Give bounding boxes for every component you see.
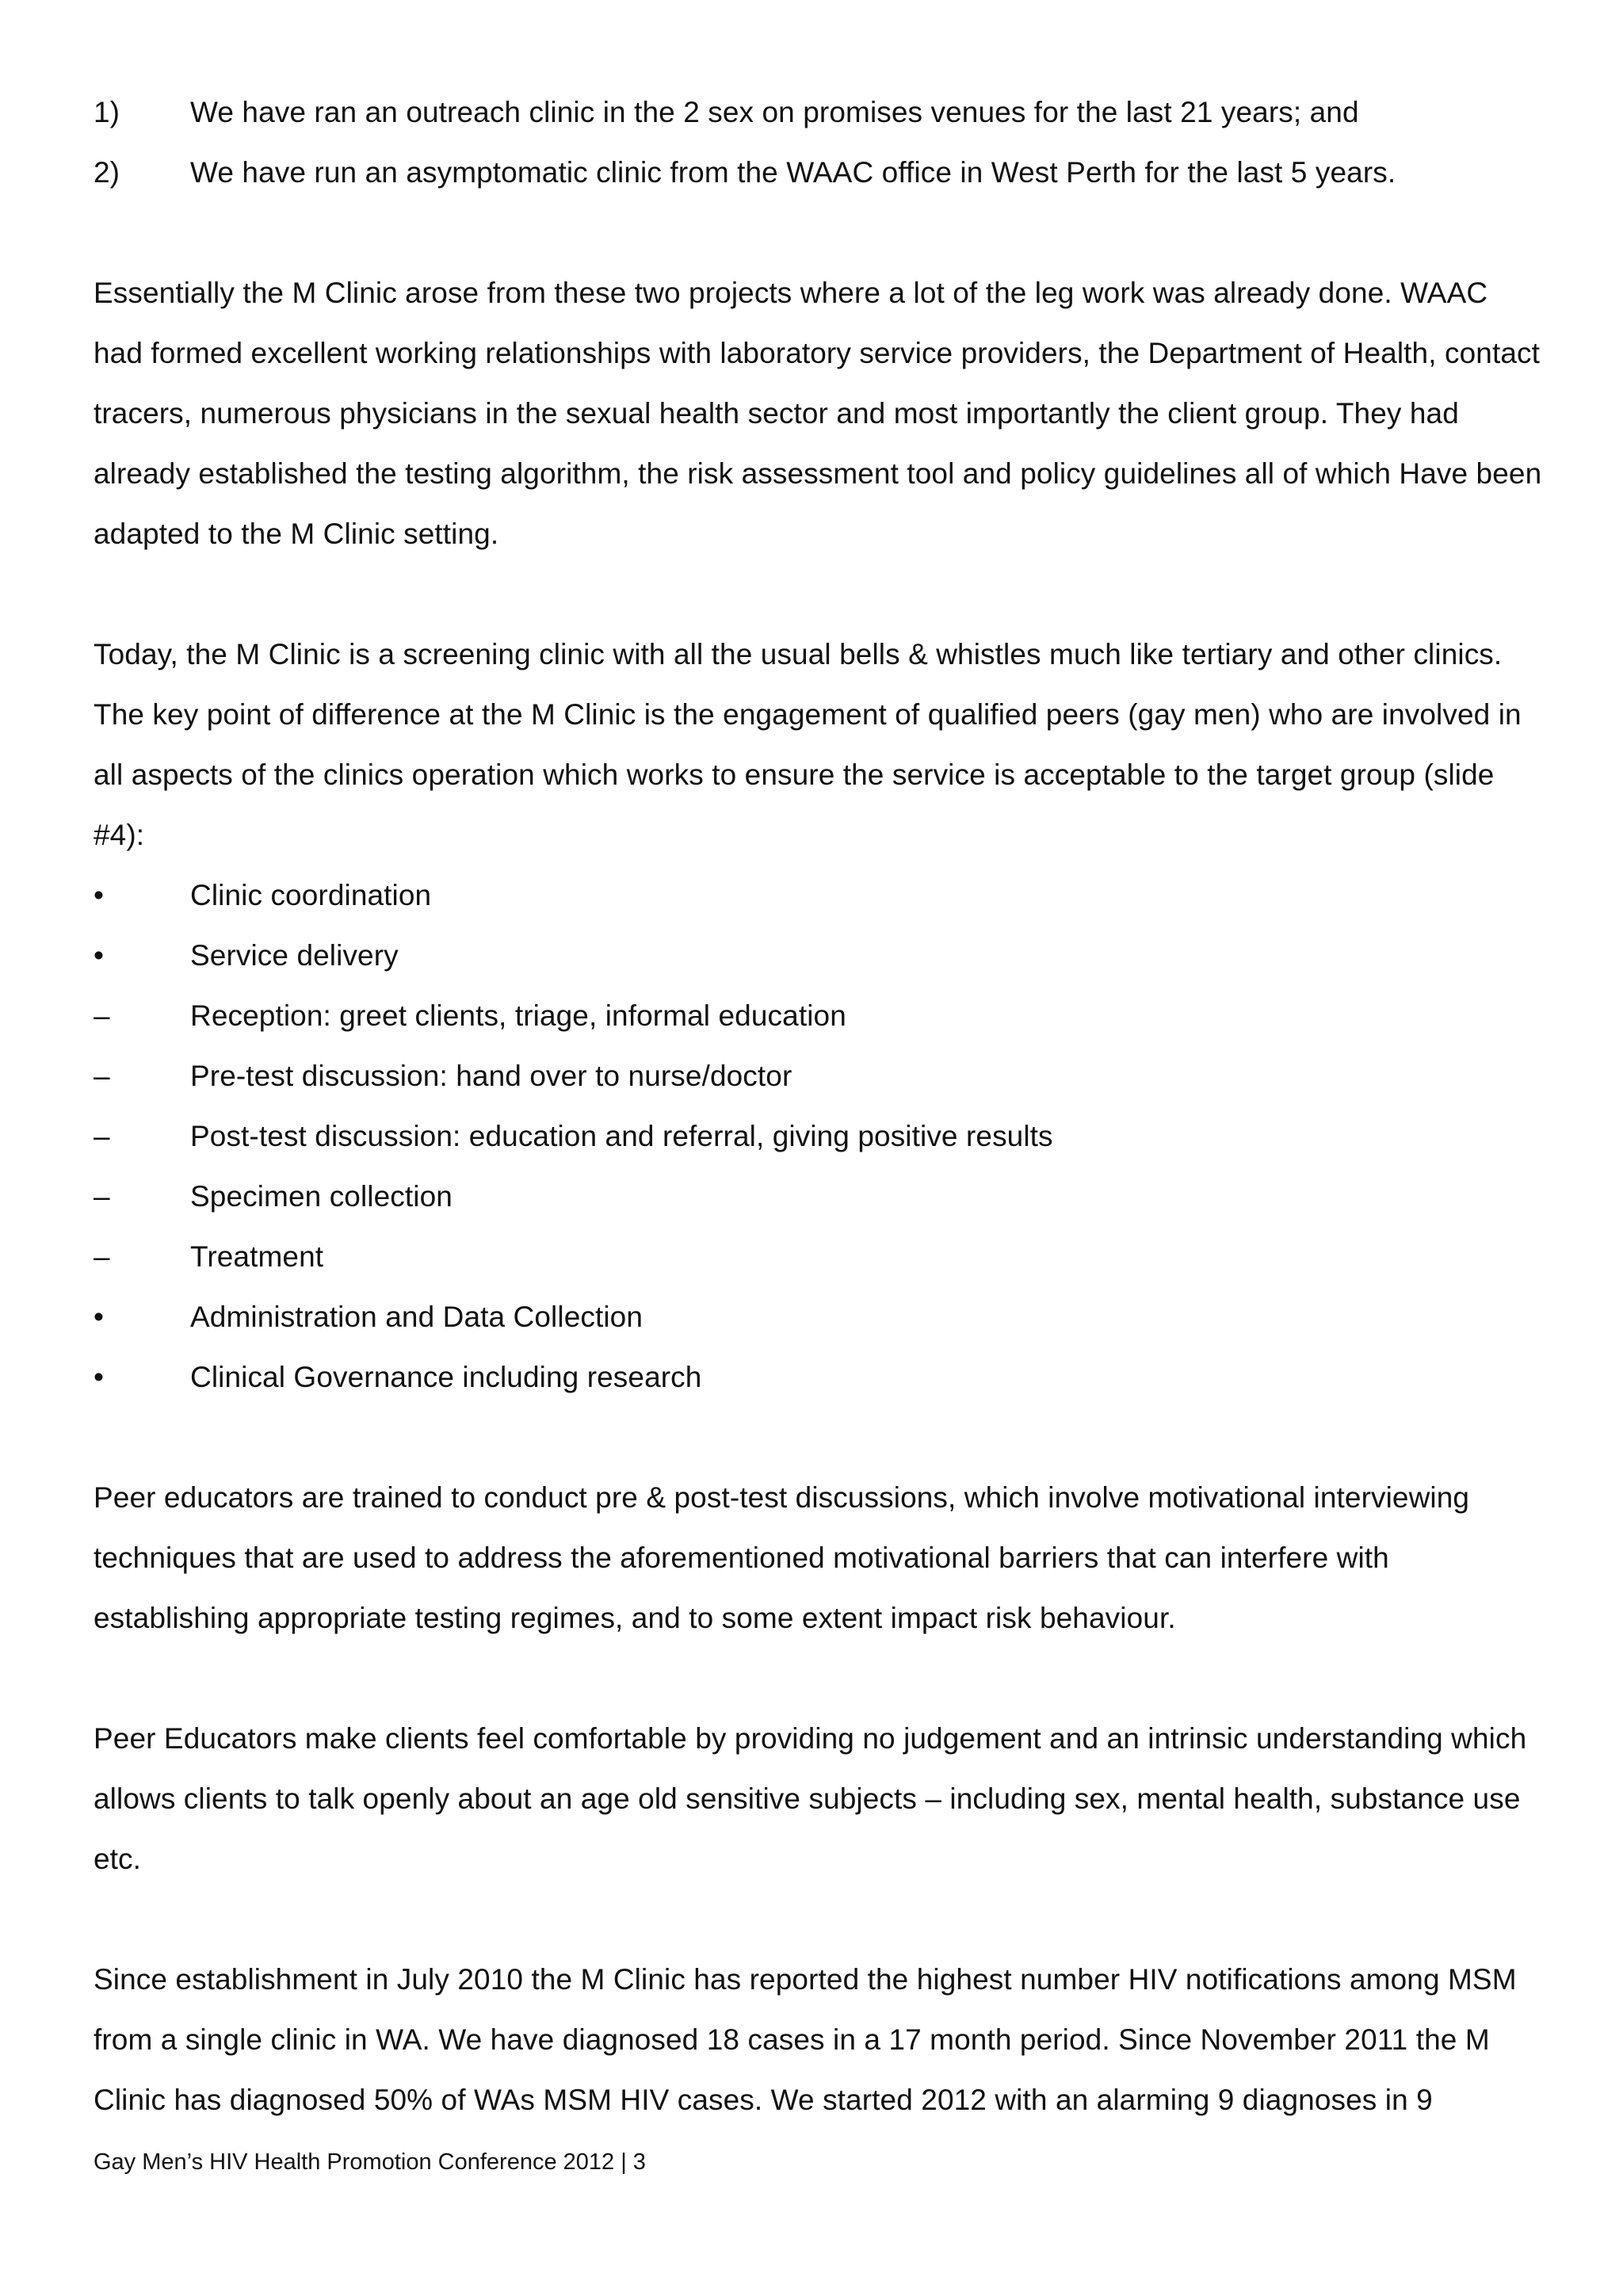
list-number: 2) [94, 156, 120, 189]
dash-icon: – [94, 999, 110, 1032]
list-item-text: Specimen collection [190, 1180, 453, 1213]
list-item [94, 82, 1544, 143]
list-item-text: Reception: greet clients, triage, informal education [190, 999, 846, 1032]
paragraph-spacer [94, 203, 1544, 263]
list-item [94, 1106, 1544, 1167]
paragraph-origins: Essentially the M Clinic arose from these two projects where a lot of the leg work was already done. WAAC had formed excellent working relationships with laboratory service providers, the Department of Health, contact tracers, numerous physicians in the sexual health sector and most importantly the client group. They had already established the testing algorithm, the risk assessment tool and policy guidelines all of which Have been adapted to the M Clinic setting. [94, 277, 1542, 550]
list-item [94, 865, 1544, 926]
list-item [94, 1046, 1544, 1106]
list-item [94, 986, 1544, 1046]
list-item [94, 1347, 1544, 1408]
bullet-icon: • [94, 939, 105, 972]
intro-numbered-list [94, 82, 1544, 203]
list-item-text: Clinical Governance including research [190, 1361, 702, 1393]
list-item-text: Clinic coordination [190, 879, 432, 911]
paragraph-spacer [94, 1889, 1544, 1950]
list-item [94, 1227, 1544, 1287]
paragraph-spacer [94, 1648, 1544, 1709]
list-item-text: We have run an asymptomatic clinic from the WAAC office in West Perth for the last 5 years. [190, 156, 1396, 189]
paragraph-peer-training: Peer educators are trained to conduct pre & post-test discussions, which involve motivational interviewing techniques that are used to address the aforementioned motivational barriers that can interfere with establishing appropriate testing regimes, and to some extent impact risk behaviour. [94, 1481, 1470, 1634]
paragraph-today: Today, the M Clinic is a screening clinic with all the usual bells & whistles much like tertiary and other clinics. The key point of difference at the M Clinic is the engagement of qualified peers (gay men) who are involved in all aspects of the clinics operation which works to ensure the service is acceptable to the target group (slide #4): [94, 638, 1522, 851]
list-item-text: Pre-test discussion: hand over to nurse/doctor [190, 1060, 792, 1092]
list-item-text: Service delivery [190, 939, 399, 972]
peer-roles-list [94, 865, 1544, 1408]
list-item-text: Treatment [190, 1240, 324, 1273]
list-number: 1) [94, 96, 120, 128]
dash-icon: – [94, 1060, 110, 1092]
dash-icon: – [94, 1180, 110, 1213]
bullet-icon: • [94, 1301, 105, 1333]
document-body [94, 82, 1544, 2130]
list-item [94, 1287, 1544, 1347]
bullet-icon: • [94, 1361, 105, 1393]
list-item-text: Administration and Data Collection [190, 1301, 643, 1333]
page-footer: Gay Men’s HIV Health Promotion Conference 2012 | 3 [94, 2149, 646, 2175]
list-item [94, 926, 1544, 986]
paragraph-hiv-notifications: Since establishment in July 2010 the M Clinic has reported the highest number HIV notifications among MSM from a single clinic in WA. We have diagnosed 18 cases in a 17 month period. Since November 2011 the M Clinic has diagnosed 50% of WAs MSM HIV cases. We started 2012 with an alarming 9 diagnoses in 9 [94, 1963, 1517, 2116]
dash-icon: – [94, 1240, 110, 1273]
list-item [94, 143, 1544, 203]
bullet-icon: • [94, 879, 105, 911]
dash-icon: – [94, 1120, 110, 1152]
list-item [94, 1167, 1544, 1227]
paragraph-peer-comfort: Peer Educators make clients feel comfortable by providing no judgement and an intrinsic understanding which allows clients to talk openly about an age old sensitive subjects – including sex, mental health, substance use etc. [94, 1722, 1527, 1875]
list-item-text: We have ran an outreach clinic in the 2 sex on promises venues for the last 21 years; and [190, 96, 1359, 128]
list-item-text: Post-test discussion: education and referral, giving positive results [190, 1120, 1053, 1152]
paragraph-spacer [94, 1408, 1544, 1468]
paragraph-spacer [94, 564, 1544, 625]
